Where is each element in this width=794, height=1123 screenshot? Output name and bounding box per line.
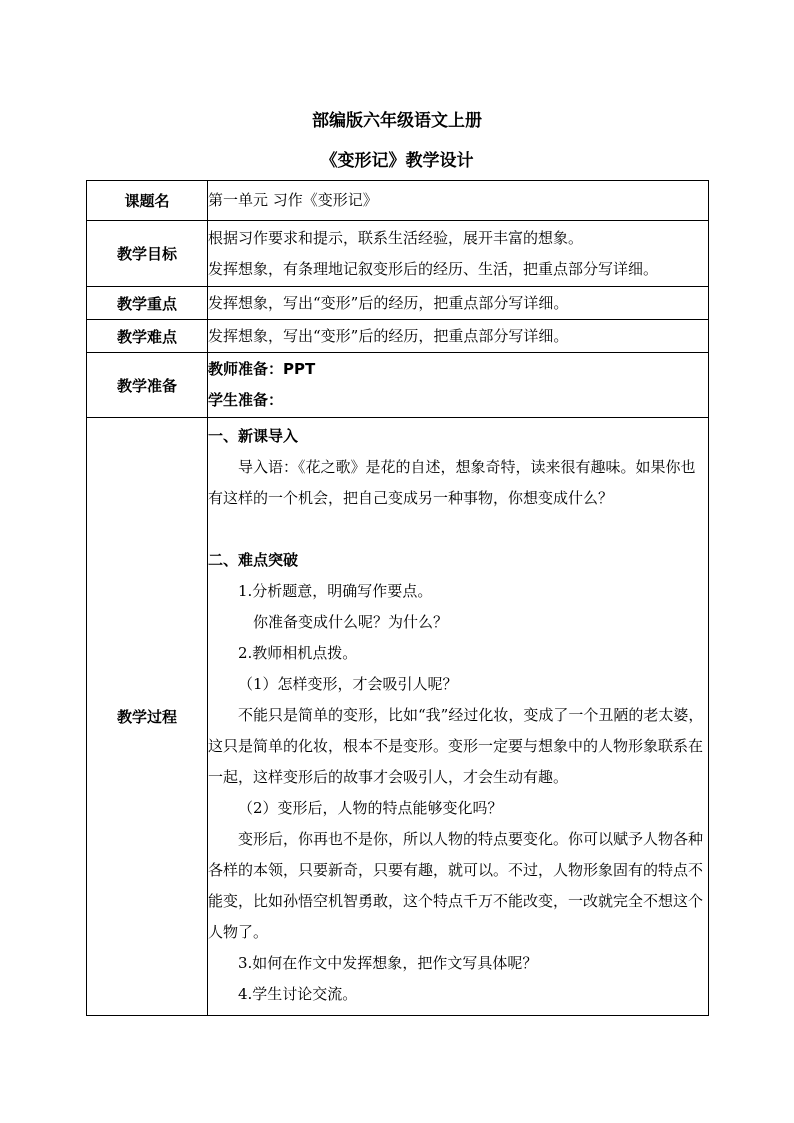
step-item: 4.学生讨论交流。 [238,985,358,1003]
row-goals [87,221,709,287]
value-difficulty: 发挥想象，写出“变形”后的经历，把重点部分写详细。 [208,320,709,353]
paragraph: 变形后，你再也不是你，所以人物的特点要变化。你可以赋予人物各种各样的本领，只要新奇，只要有趣，就可以。不过，人物形象固有的特点不能变，比如孙悟空机智勇敢，这个特点千万不能改变，一改就完全不想这个人物了。 [208,830,704,941]
label-process: 教学过程 [87,418,208,1016]
sub-question: （2）变形后，人物的特点能够变化吗？ [238,799,503,817]
question-text: 你准备变成什么呢？为什么？ [253,613,449,631]
goal-line: 根据习作要求和提示，联系生活经验，展开丰富的想象。 [208,228,584,247]
row-focus [87,287,709,320]
value-topic: 第一单元 习作《变形记》 [208,181,709,221]
goal-line: 发挥想象，有条理地记叙变形后的经历、生活，把重点部分写详细。 [208,259,659,278]
paragraph: 不能只是简单的变形，比如“我”经过化妆，变成了一个丑陋的老太婆，这只是简单的化妆，根本不是变形。变形一定要与想象中的人物形象联系在一起，这样变形后的故事才会吸引人，才会生动有趣。 [208,706,704,786]
label-focus: 教学重点 [87,287,208,320]
label-difficulty: 教学难点 [87,320,208,353]
document-subtitle: 《变形记》教学设计 [320,151,474,171]
label-topic: 课题名 [87,181,208,221]
row-process [87,418,709,1016]
lesson-plan-table [86,180,709,1016]
value-focus: 发挥想象，写出“变形”后的经历，把重点部分写详细。 [208,287,709,320]
row-topic [87,181,709,221]
document-title: 部编版六年级语文上册 [312,111,482,131]
blank-line [208,514,708,545]
step-item: 2.教师相机点拨。 [238,644,358,662]
label-prep: 教学准备 [87,353,208,418]
section-heading: 二、难点突破 [208,551,299,569]
row-difficulty [87,320,709,353]
student-prep: 学生准备： [208,391,284,409]
section-heading: 一、新课导入 [208,427,299,445]
row-prep [87,353,709,418]
label-goals: 教学目标 [87,221,208,287]
value-prep [208,353,709,418]
intro-paragraph: 导入语：《花之歌》是花的自述，想象奇特，读来很有趣味。如果你也有这样的一个机会，把自己变成另一种事物，你想变成什么？ [208,458,696,507]
sub-question: （1）怎样变形，才会吸引人呢？ [238,675,458,693]
teacher-prep: 教师准备：PPT [208,360,316,378]
value-process [208,418,709,1016]
step-item: 1.分析题意，明确写作要点。 [238,582,433,600]
step-item: 3.如何在作文中发挥想象，把作文写具体呢？ [238,954,538,972]
value-goals [208,221,709,287]
